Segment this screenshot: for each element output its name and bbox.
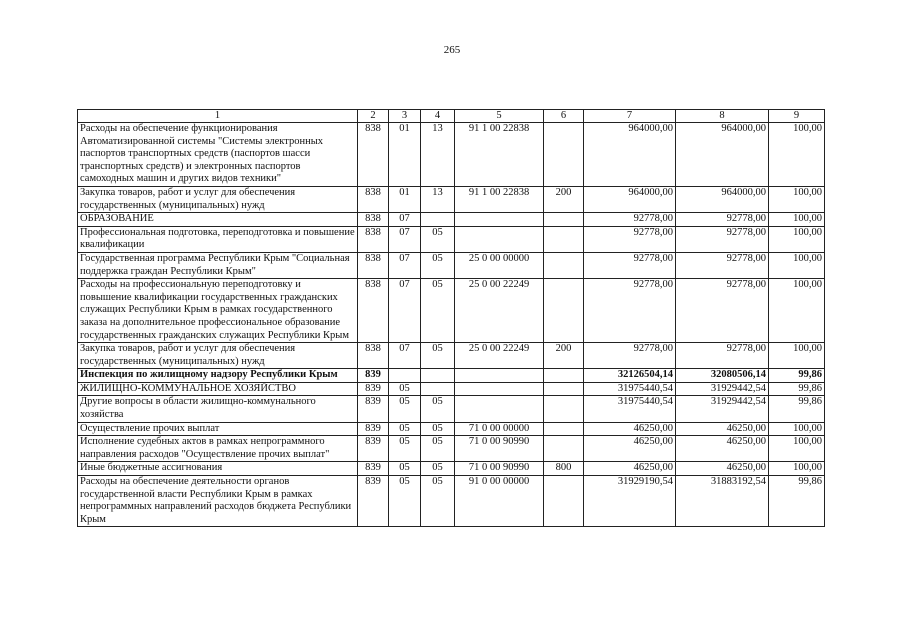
col-header: 8 — [676, 110, 769, 123]
row-plan-amount-cell: 92778,00 — [584, 279, 676, 343]
row-name-cell: Расходы на профессиональную переподготовку и повышение квалификации государственных гражданских служащих Республики Крым в рамках государственного заказа на дополнительное профессиональное образование государственных гражданских служащих Республики Крым — [78, 279, 358, 343]
table-row — [78, 422, 825, 436]
row-percent-cell: 99,86 — [769, 396, 825, 422]
row-fact-amount-cell: 32080506,14 — [676, 369, 769, 383]
table-row — [78, 186, 825, 212]
row-grbs-cell: 838 — [358, 186, 389, 212]
row-target-article-cell — [455, 369, 544, 383]
row-name-cell: Исполнение судебных актов в рамках непрограммного направления расходов "Осуществление прочих выплат" — [78, 436, 358, 462]
col-header: 7 — [584, 110, 676, 123]
row-expense-type-cell: 200 — [544, 343, 584, 369]
row-grbs-cell: 839 — [358, 462, 389, 476]
row-percent-cell: 100,00 — [769, 123, 825, 187]
row-fact-amount-cell: 46250,00 — [676, 462, 769, 476]
row-grbs-cell: 838 — [358, 279, 389, 343]
col-header: 1 — [78, 110, 358, 123]
row-grbs-cell: 838 — [358, 213, 389, 227]
row-name-cell: Расходы на обеспечение функционирования Автоматизированной системы "Системы электронных паспортов транспортных средств (паспортов шасси транспортных средств) и электронных паспортов самоходных машин и других видов техники" — [78, 123, 358, 187]
row-percent-cell: 99,86 — [769, 369, 825, 383]
row-percent-cell: 100,00 — [769, 279, 825, 343]
row-subsection-cell — [421, 369, 455, 383]
header-row — [78, 110, 825, 123]
row-grbs-cell: 838 — [358, 343, 389, 369]
row-section-cell: 05 — [389, 382, 421, 396]
col-header: 4 — [421, 110, 455, 123]
row-fact-amount-cell: 92778,00 — [676, 279, 769, 343]
budget-table — [77, 109, 825, 527]
row-target-article-cell: 91 1 00 22838 — [455, 123, 544, 187]
table-row — [78, 123, 825, 187]
row-section-cell: 07 — [389, 226, 421, 252]
row-target-article-cell — [455, 396, 544, 422]
row-percent-cell: 99,86 — [769, 382, 825, 396]
row-subsection-cell: 05 — [421, 252, 455, 278]
row-expense-type-cell — [544, 422, 584, 436]
row-fact-amount-cell: 92778,00 — [676, 226, 769, 252]
row-target-article-cell: 71 0 00 90990 — [455, 436, 544, 462]
row-section-cell: 01 — [389, 123, 421, 187]
row-target-article-cell: 91 0 00 00000 — [455, 476, 544, 527]
row-expense-type-cell — [544, 436, 584, 462]
row-section-cell — [389, 369, 421, 383]
row-plan-amount-cell: 46250,00 — [584, 436, 676, 462]
page-number: 265 — [443, 44, 461, 56]
row-target-article-cell — [455, 213, 544, 227]
row-subsection-cell: 05 — [421, 343, 455, 369]
row-subsection-cell: 05 — [421, 462, 455, 476]
row-grbs-cell: 838 — [358, 252, 389, 278]
row-target-article-cell: 25 0 00 22249 — [455, 279, 544, 343]
row-name-cell: Другие вопросы в области жилищно-коммунального хозяйства — [78, 396, 358, 422]
row-subsection-cell: 05 — [421, 226, 455, 252]
row-section-cell: 07 — [389, 252, 421, 278]
col-header: 5 — [455, 110, 544, 123]
row-plan-amount-cell: 92778,00 — [584, 213, 676, 227]
row-name-cell: Инспекция по жилищному надзору Республики Крым — [78, 369, 358, 383]
row-percent-cell: 100,00 — [769, 213, 825, 227]
table-row — [78, 343, 825, 369]
col-header: 2 — [358, 110, 389, 123]
row-subsection-cell: 05 — [421, 436, 455, 462]
row-section-cell: 07 — [389, 279, 421, 343]
row-expense-type-cell — [544, 252, 584, 278]
row-subsection-cell — [421, 213, 455, 227]
row-section-cell: 05 — [389, 422, 421, 436]
table-row — [78, 462, 825, 476]
row-name-cell: ЖИЛИЩНО-КОММУНАЛЬНОЕ ХОЗЯЙСТВО — [78, 382, 358, 396]
row-plan-amount-cell: 31975440,54 — [584, 396, 676, 422]
table-row — [78, 369, 825, 383]
row-plan-amount-cell: 31929190,54 — [584, 476, 676, 527]
row-name-cell: Закупка товаров, работ и услуг для обеспечения государственных (муниципальных) нужд — [78, 343, 358, 369]
row-target-article-cell — [455, 226, 544, 252]
row-percent-cell: 99,86 — [769, 476, 825, 527]
row-subsection-cell: 13 — [421, 123, 455, 187]
row-expense-type-cell — [544, 476, 584, 527]
row-subsection-cell: 05 — [421, 396, 455, 422]
row-plan-amount-cell: 92778,00 — [584, 226, 676, 252]
col-header: 6 — [544, 110, 584, 123]
row-target-article-cell: 71 0 00 90990 — [455, 462, 544, 476]
row-target-article-cell: 25 0 00 00000 — [455, 252, 544, 278]
row-target-article-cell: 25 0 00 22249 — [455, 343, 544, 369]
row-fact-amount-cell: 92778,00 — [676, 343, 769, 369]
row-percent-cell: 100,00 — [769, 186, 825, 212]
row-section-cell: 05 — [389, 462, 421, 476]
row-name-cell: Государственная программа Республики Крым "Социальная поддержка граждан Республики Крым" — [78, 252, 358, 278]
row-name-cell: Профессиональная подготовка, переподготовка и повышение квалификации — [78, 226, 358, 252]
row-subsection-cell: 05 — [421, 476, 455, 527]
row-subsection-cell: 13 — [421, 186, 455, 212]
row-plan-amount-cell: 964000,00 — [584, 123, 676, 187]
row-plan-amount-cell: 46250,00 — [584, 462, 676, 476]
row-name-cell: Иные бюджетные ассигнования — [78, 462, 358, 476]
col-header: 9 — [769, 110, 825, 123]
row-fact-amount-cell: 31929442,54 — [676, 396, 769, 422]
row-target-article-cell: 91 1 00 22838 — [455, 186, 544, 212]
row-plan-amount-cell: 92778,00 — [584, 252, 676, 278]
row-expense-type-cell — [544, 226, 584, 252]
col-header: 3 — [389, 110, 421, 123]
row-plan-amount-cell: 46250,00 — [584, 422, 676, 436]
row-percent-cell: 100,00 — [769, 343, 825, 369]
row-grbs-cell: 839 — [358, 436, 389, 462]
table-row — [78, 252, 825, 278]
row-percent-cell: 100,00 — [769, 422, 825, 436]
table-body — [78, 123, 825, 527]
row-expense-type-cell — [544, 123, 584, 187]
row-grbs-cell: 839 — [358, 422, 389, 436]
row-section-cell: 05 — [389, 396, 421, 422]
row-plan-amount-cell: 92778,00 — [584, 343, 676, 369]
table-row — [78, 213, 825, 227]
row-fact-amount-cell: 92778,00 — [676, 213, 769, 227]
row-grbs-cell: 839 — [358, 369, 389, 383]
row-name-cell: Осуществление прочих выплат — [78, 422, 358, 436]
table-row — [78, 279, 825, 343]
table-row — [78, 476, 825, 527]
row-fact-amount-cell: 46250,00 — [676, 422, 769, 436]
row-target-article-cell — [455, 382, 544, 396]
row-expense-type-cell — [544, 369, 584, 383]
row-percent-cell: 100,00 — [769, 226, 825, 252]
row-fact-amount-cell: 964000,00 — [676, 123, 769, 187]
row-fact-amount-cell: 46250,00 — [676, 436, 769, 462]
row-name-cell: Закупка товаров, работ и услуг для обеспечения государственных (муниципальных) нужд — [78, 186, 358, 212]
row-subsection-cell: 05 — [421, 422, 455, 436]
row-fact-amount-cell: 31883192,54 — [676, 476, 769, 527]
row-expense-type-cell — [544, 382, 584, 396]
row-section-cell: 07 — [389, 213, 421, 227]
table-row — [78, 382, 825, 396]
row-target-article-cell: 71 0 00 00000 — [455, 422, 544, 436]
row-fact-amount-cell: 31929442,54 — [676, 382, 769, 396]
row-percent-cell: 100,00 — [769, 462, 825, 476]
table-row — [78, 396, 825, 422]
row-name-cell: Расходы на обеспечение деятельности органов государственной власти Республики Крым в рамках непрограммных направлений расходов бюджета Республики Крым — [78, 476, 358, 527]
row-section-cell: 01 — [389, 186, 421, 212]
row-grbs-cell: 839 — [358, 476, 389, 527]
row-plan-amount-cell: 964000,00 — [584, 186, 676, 212]
row-plan-amount-cell: 32126504,14 — [584, 369, 676, 383]
row-expense-type-cell — [544, 213, 584, 227]
row-section-cell: 05 — [389, 476, 421, 527]
row-section-cell: 05 — [389, 436, 421, 462]
row-name-cell: ОБРАЗОВАНИЕ — [78, 213, 358, 227]
table-row — [78, 436, 825, 462]
row-subsection-cell: 05 — [421, 279, 455, 343]
row-fact-amount-cell: 964000,00 — [676, 186, 769, 212]
row-expense-type-cell — [544, 396, 584, 422]
row-subsection-cell — [421, 382, 455, 396]
row-expense-type-cell — [544, 279, 584, 343]
table-row — [78, 226, 825, 252]
row-percent-cell: 100,00 — [769, 252, 825, 278]
row-percent-cell: 100,00 — [769, 436, 825, 462]
row-expense-type-cell: 200 — [544, 186, 584, 212]
row-expense-type-cell: 800 — [544, 462, 584, 476]
row-fact-amount-cell: 92778,00 — [676, 252, 769, 278]
row-grbs-cell: 838 — [358, 123, 389, 187]
row-section-cell: 07 — [389, 343, 421, 369]
row-grbs-cell: 839 — [358, 382, 389, 396]
row-grbs-cell: 838 — [358, 226, 389, 252]
row-grbs-cell: 839 — [358, 396, 389, 422]
row-plan-amount-cell: 31975440,54 — [584, 382, 676, 396]
